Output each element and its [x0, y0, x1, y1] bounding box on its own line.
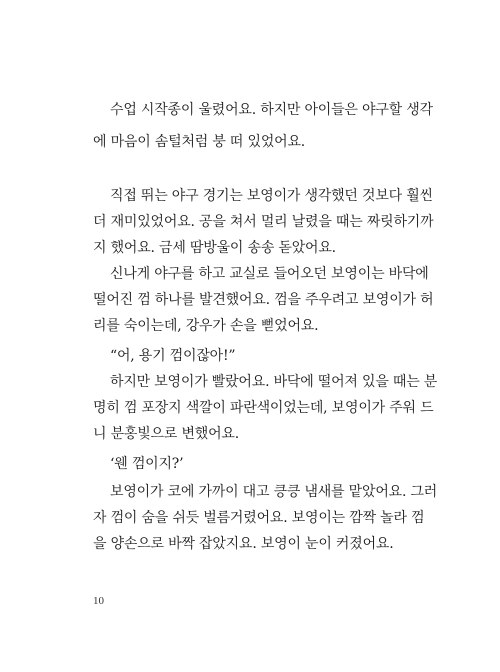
page-number: 10 — [93, 595, 104, 607]
text-line: 니 분홍빛으로 변했어요. — [93, 426, 239, 442]
text-line: 자 껌이 숨을 쉬듯 벌름거렸어요. 보영이는 깜짝 놀라 껌 — [93, 510, 425, 526]
text-line: 하지만 보영이가 빨랐어요. 바닥에 떨어져 있을 때는 분 — [93, 374, 438, 390]
text-line: 더 재미있었어요. 공을 쳐서 멀리 날렸을 때는 짜릿하기까 — [93, 214, 434, 230]
text-line: 직접 뛰는 야구 경기는 보영이가 생각했던 것보다 훨씬 — [93, 188, 433, 204]
text-line: ‘웬 껌이지?’ — [93, 456, 184, 472]
text-line: 수업 시작종이 울렸어요. 하지만 아이들은 야구할 생각 — [93, 102, 433, 118]
text-line: 리를 숙이는데, 강우가 손을 뻗었어요. — [93, 318, 319, 334]
text-line: 명히 껌 포장지 색깔이 파란색이었는데, 보영이가 주워 드 — [93, 400, 434, 416]
text-line: 신나게 야구를 하고 교실로 들어오던 보영이는 바닥에 — [93, 266, 429, 282]
text-line: 보영이가 코에 가까이 대고 킁킁 냄새를 맡았어요. 그러 — [93, 484, 438, 500]
text-line: “어, 용기 껌이잖아!” — [93, 348, 236, 364]
text-line: 에 마음이 솜털처럼 붕 떠 있었어요. — [93, 134, 306, 150]
text-line: 떨어진 껌 하나를 발견했어요. 껌을 주우려고 보영이가 허 — [93, 292, 434, 308]
text-line: 지 했어요. 금세 땀방울이 송송 돋았어요. — [93, 240, 336, 256]
text-line: 을 양손으로 바짝 잡았지요. 보영이 눈이 커졌어요. — [93, 536, 394, 552]
